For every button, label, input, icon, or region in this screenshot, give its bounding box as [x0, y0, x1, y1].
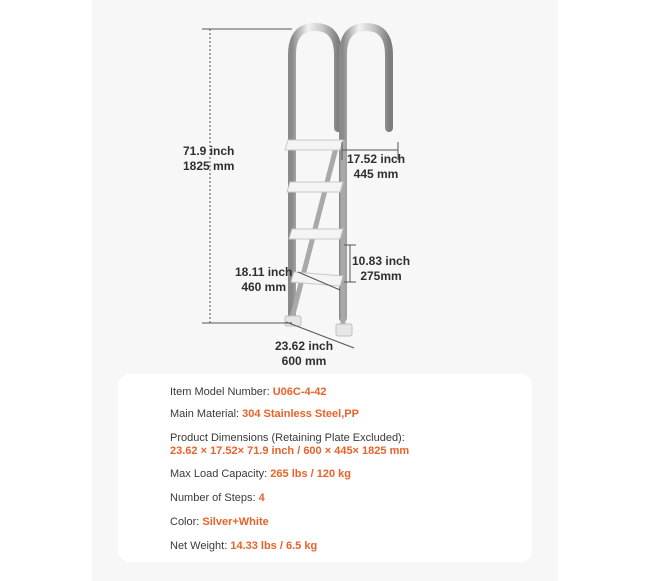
top-width-dimension	[347, 152, 405, 182]
spec-color	[170, 516, 269, 528]
step-3	[289, 229, 343, 239]
spec-material-value: 304 Stainless Steel,PP	[242, 408, 359, 420]
foot-right	[336, 324, 352, 336]
spec-steps-label: Number of Steps:	[170, 492, 259, 504]
step-2	[287, 182, 343, 192]
spec-load-value: 265 lbs / 120 kg	[270, 468, 351, 480]
spec-steps	[170, 492, 265, 504]
spec-material-label: Main Material:	[170, 408, 243, 420]
spec-model-value: U06C-4-42	[272, 386, 327, 398]
height-mm: 1825 mm	[183, 159, 235, 173]
height-dimension	[183, 144, 234, 174]
spec-dimensions-label: Product Dimensions (Retaining Plate Excluded):	[170, 432, 405, 444]
spec-color-value: Silver+White	[202, 516, 269, 528]
top-width-inch: 17.52 inch	[347, 152, 406, 166]
spec-model-label: Item Model Number:	[170, 386, 273, 398]
spec-dimensions-value: 23.62 × 17.52× 71.9 inch / 600 × 445× 1825 mm	[170, 445, 410, 457]
spec-color-label: Color:	[170, 516, 203, 528]
base-width-mm: 600 mm	[281, 354, 327, 368]
spec-weight-label: Net Weight:	[170, 540, 231, 552]
step-spacing-mm: 275mm	[360, 269, 402, 283]
spec-model	[170, 386, 327, 398]
step-spacing-dimension	[352, 254, 410, 284]
step-1	[285, 140, 343, 150]
spec-load	[170, 468, 351, 480]
top-width-mm: 445 mm	[353, 167, 399, 181]
spec-steps-value: 4	[258, 492, 265, 504]
base-width-inch: 23.62 inch	[275, 339, 334, 353]
spec-load-label: Max Load Capacity:	[170, 468, 271, 480]
height-inch: 71.9 inch	[183, 144, 235, 158]
spec-weight-value: 14.33 lbs / 6.5 kg	[230, 540, 318, 552]
depth-mm: 460 mm	[241, 280, 287, 294]
spec-material	[170, 408, 359, 420]
depth-dimension	[235, 265, 292, 295]
specifications-card	[118, 374, 532, 562]
step-spacing-inch: 10.83 inch	[352, 254, 411, 268]
spec-dimensions	[170, 432, 409, 458]
base-width-dimension	[275, 339, 333, 369]
depth-inch: 18.11 inch	[235, 265, 293, 279]
spec-weight	[170, 540, 317, 552]
